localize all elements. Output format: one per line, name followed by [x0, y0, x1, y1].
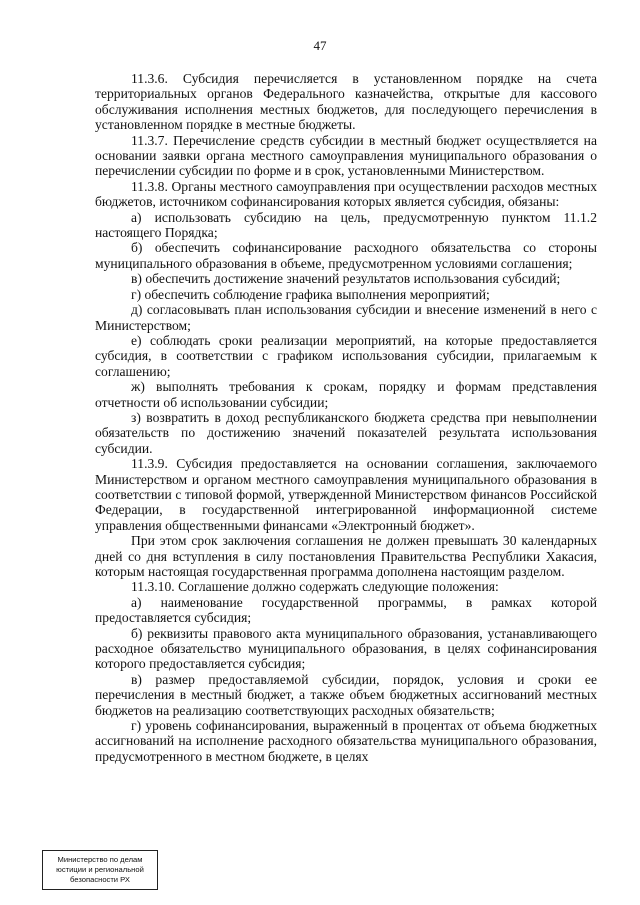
agreement-item-b: б) реквизиты правового акта муниципального образования, устанавливающего расходное обязательство муниципального образования, в целях софинансирования которого предоставляется субсидия; — [95, 625, 597, 672]
paragraph-11-3-7: 11.3.7. Перечисление средств субсидии в местный бюджет осуществляется на основании заявки органа местного самоуправления муниципального образования о перечислении субсидии по форме и в срок, установленными Министерством. — [95, 132, 597, 179]
paragraph-deadline: При этом срок заключения соглашения не должен превышать 30 календарных дней со дня вступления в силу постановления Правительства Республики Хакасия, которым настоящая государственная программа дополнена настоящим разделом. — [95, 533, 597, 579]
stamp-line-1: Министерство по делам — [57, 855, 143, 864]
list-item-d: д) согласовывать план использования субсидии и внесение изменений в него с Министерством; — [95, 302, 597, 333]
ministry-stamp — [42, 850, 158, 890]
list-item-b: б) обеспечить софинансирование расходного обязательства со стороны муниципального образования в объеме, предусмотренном условиями соглашения; — [95, 240, 597, 271]
agreement-item-g: г) уровень софинансирования, выраженный в процентах от объема бюджетных ассигнований на исполнение расходного обязательства муниципального образования, предусмотренного в местном бюджете, в целях — [95, 718, 597, 764]
agreement-item-v: в) размер предоставляемой субсидии, порядок, условия и сроки ее перечисления в местный бюджет, а также объем бюджетных ассигнований местных бюджетов на реализацию соответствующих расходных обязательств; — [95, 671, 597, 718]
paragraph-11-3-6: 11.3.6. Субсидия перечисляется в установленном порядке на счета территориальных органов Федерального казначейства, открытые для кассового обслуживания исполнения местных бюджетов, для последующего перечисления в установленном порядке в местные бюджеты. — [95, 71, 597, 133]
document-body — [95, 71, 597, 764]
page-number: 47 — [313, 38, 327, 53]
list-item-a: а) использовать субсидию на цель, предусмотренную пунктом 11.1.2 настоящего Порядка; — [95, 209, 597, 241]
list-item-z: з) возвратить в доход республиканского бюджета средства при невыполнении обязательств по достижению значений показателей результата использования субсидии. — [95, 409, 597, 456]
list-item-v: в) обеспечить достижение значений результатов использования субсидий; — [131, 271, 561, 287]
stamp-line-2: юстиции и региональной — [56, 865, 144, 874]
list-item-zh: ж) выполнять требования к срокам, порядку и формам представления отчетности об использовании субсидии; — [95, 379, 597, 410]
stamp-line-3: безопасности РХ — [70, 875, 130, 884]
paragraph-11-3-9: 11.3.9. Субсидия предоставляется на основании соглашения, заключаемого Министерством и органом местного самоуправления муниципального образования в соответствии с типовой формой, утвержденной Министерством финансов Российской Федерации, в государственной интегрированной информационной системе управления общественными финансами «Электронный бюджет». — [95, 456, 597, 533]
list-item-e: е) соблюдать сроки реализации мероприятий, на которые предоставляется субсидия, в соответствии с графиком использования субсидии, прилагаемым к соглашению; — [95, 332, 597, 379]
list-item-g: г) обеспечить соблюдение графика выполнения мероприятий; — [131, 286, 490, 302]
paragraph-11-3-10: 11.3.10. Соглашение должно содержать следующие положения: — [131, 579, 499, 595]
paragraph-11-3-8: 11.3.8. Органы местного самоуправления при осуществлении расходов местных бюджетов, источником софинансирования которых является субсидия, обязаны: — [95, 178, 597, 210]
agreement-item-a: а) наименование государственной программы, в рамках которой предоставляется субсидия; — [95, 594, 597, 626]
